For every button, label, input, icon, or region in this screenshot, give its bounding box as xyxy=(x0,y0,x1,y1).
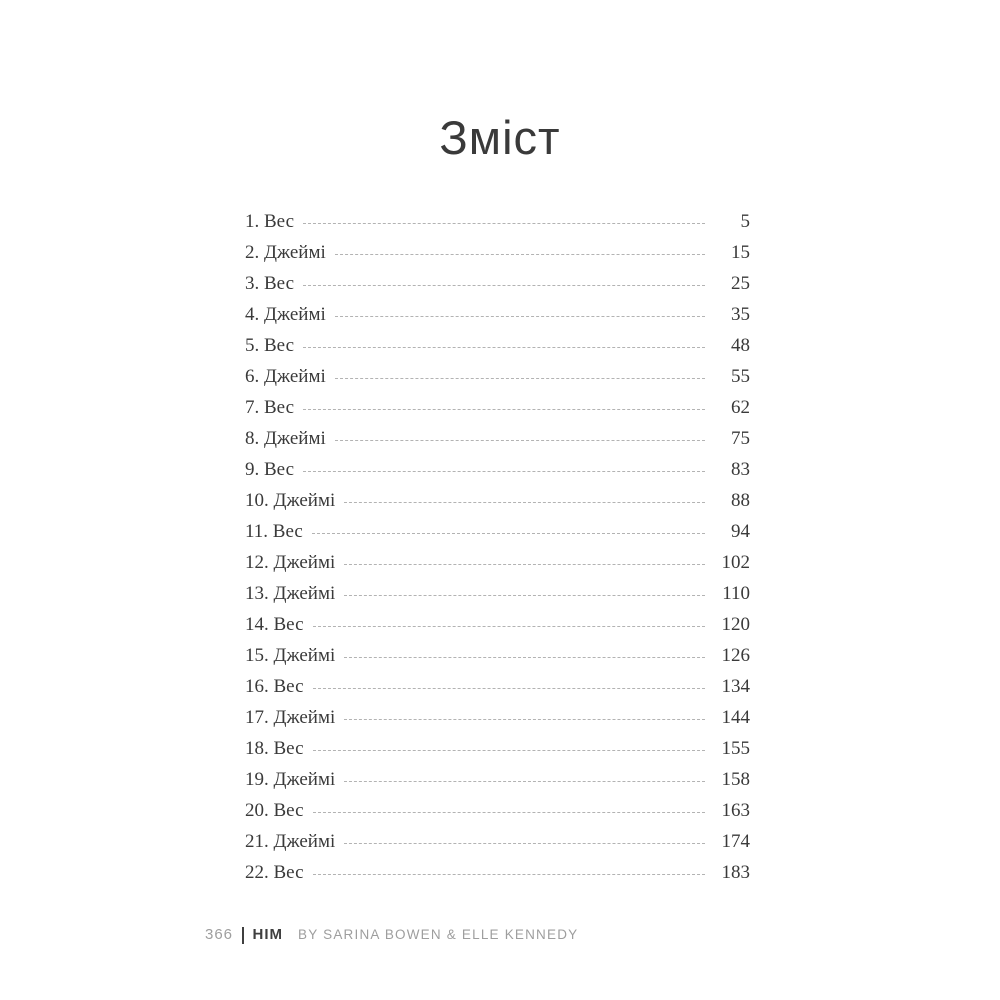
toc-entry[interactable] xyxy=(245,330,750,361)
toc-entry[interactable] xyxy=(245,764,750,795)
toc-entry-label: 7. Вес xyxy=(245,396,295,418)
dotted-leader xyxy=(344,843,705,844)
toc-entry[interactable] xyxy=(245,795,750,826)
dotted-leader xyxy=(344,719,705,720)
toc-entry-label: 12. Джеймі xyxy=(245,551,336,573)
toc-entry-page-number: 163 xyxy=(721,799,750,821)
toc-entry-label: 11. Вес xyxy=(245,520,303,542)
toc-entry[interactable] xyxy=(245,423,750,454)
toc-entry[interactable] xyxy=(245,299,750,330)
toc-entry-page-number: 88 xyxy=(731,489,750,511)
toc-entry[interactable] xyxy=(245,454,750,485)
toc-entry[interactable] xyxy=(245,857,750,888)
toc-entry[interactable] xyxy=(245,671,750,702)
dotted-leader xyxy=(313,750,705,751)
dotted-leader xyxy=(344,502,705,503)
dotted-leader xyxy=(303,471,705,472)
dotted-leader xyxy=(313,812,705,813)
page-title: Зміст xyxy=(439,111,561,164)
toc-entry[interactable] xyxy=(245,826,750,857)
toc-entry-page-number: 102 xyxy=(721,551,750,573)
toc-entry-page-number: 25 xyxy=(731,272,750,294)
dotted-leader xyxy=(344,564,705,565)
toc-entry-label: 14. Вес xyxy=(245,613,304,635)
toc-entry-label: 8. Джеймі xyxy=(245,427,326,449)
dotted-leader xyxy=(344,595,705,596)
toc-entry[interactable] xyxy=(245,702,750,733)
toc-entry-page-number: 94 xyxy=(731,520,750,542)
toc-entry-page-number: 62 xyxy=(731,396,750,418)
toc-entry[interactable] xyxy=(245,361,750,392)
toc-entry-label: 6. Джеймі xyxy=(245,365,326,387)
toc-entry-label: 18. Вес xyxy=(245,737,304,759)
toc-entry-page-number: 5 xyxy=(740,210,750,232)
toc-entry-page-number: 15 xyxy=(731,241,750,263)
dotted-leader xyxy=(312,533,705,534)
toc-entry-page-number: 174 xyxy=(721,830,750,852)
dotted-leader xyxy=(335,316,705,317)
toc-entry[interactable] xyxy=(245,733,750,764)
toc-entry[interactable] xyxy=(245,392,750,423)
toc-entry-page-number: 126 xyxy=(721,644,750,666)
dotted-leader xyxy=(303,285,705,286)
toc-entry-page-number: 134 xyxy=(721,675,750,697)
toc-entry[interactable] xyxy=(245,485,750,516)
dotted-leader xyxy=(335,254,705,255)
dotted-leader xyxy=(303,347,705,348)
toc-entry-page-number: 75 xyxy=(731,427,750,449)
toc-entry-page-number: 35 xyxy=(731,303,750,325)
toc-entry-label: 19. Джеймі xyxy=(245,768,336,790)
dotted-leader xyxy=(344,657,705,658)
toc-entry-page-number: 158 xyxy=(721,768,750,790)
toc-entry-page-number: 183 xyxy=(721,861,750,883)
dotted-leader xyxy=(303,223,705,224)
toc-entry-page-number: 155 xyxy=(721,737,750,759)
toc-entry[interactable] xyxy=(245,547,750,578)
dotted-leader xyxy=(335,378,705,379)
toc-entry-label: 22. Вес xyxy=(245,861,304,883)
footer-divider xyxy=(242,927,244,944)
dotted-leader xyxy=(335,440,705,441)
toc-entry-page-number: 55 xyxy=(731,365,750,387)
toc-entry-label: 21. Джеймі xyxy=(245,830,336,852)
footer-book-title: HIM xyxy=(252,926,284,943)
dotted-leader xyxy=(313,688,705,689)
toc-entry[interactable] xyxy=(245,578,750,609)
dotted-leader xyxy=(344,781,705,782)
toc-entry-label: 1. Вес xyxy=(245,210,295,232)
toc-entry-page-number: 110 xyxy=(722,582,750,604)
toc-entry-page-number: 120 xyxy=(721,613,750,635)
dotted-leader xyxy=(303,409,705,410)
toc-entry[interactable] xyxy=(245,268,750,299)
footer xyxy=(205,925,578,945)
toc-entry-label: 9. Вес xyxy=(245,458,295,480)
toc-entry-page-number: 83 xyxy=(731,458,750,480)
toc-entry-label: 13. Джеймі xyxy=(245,582,336,604)
footer-page-number: 366 xyxy=(205,926,234,943)
toc-entry[interactable] xyxy=(245,609,750,640)
toc-entry-label: 20. Вес xyxy=(245,799,304,821)
toc-entry-label: 2. Джеймі xyxy=(245,241,326,263)
dotted-leader xyxy=(313,626,705,627)
toc-entry[interactable] xyxy=(245,640,750,671)
toc-entry-label: 5. Вес xyxy=(245,334,295,356)
toc-entry[interactable] xyxy=(245,237,750,268)
toc-entry[interactable] xyxy=(245,206,750,237)
toc-entry-page-number: 48 xyxy=(731,334,750,356)
toc-entry-label: 3. Вес xyxy=(245,272,295,294)
toc-entry-label: 15. Джеймі xyxy=(245,644,336,666)
toc-entry-label: 16. Вес xyxy=(245,675,304,697)
table-of-contents xyxy=(245,206,750,888)
toc-entry-page-number: 144 xyxy=(721,706,750,728)
footer-byline: BY SARINA BOWEN & ELLE KENNEDY xyxy=(298,927,579,942)
toc-entry-label: 4. Джеймі xyxy=(245,303,326,325)
dotted-leader xyxy=(313,874,705,875)
toc-entry[interactable] xyxy=(245,516,750,547)
toc-entry-label: 17. Джеймі xyxy=(245,706,336,728)
toc-entry-label: 10. Джеймі xyxy=(245,489,336,511)
